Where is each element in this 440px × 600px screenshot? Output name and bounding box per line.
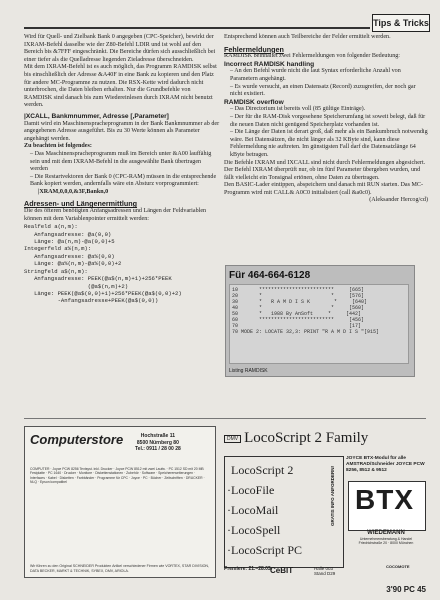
computerstore-address: Hochstraße 11 8500 Nürnberg 80 Tel.: 0911 / 28 00 28 (135, 433, 181, 452)
locoscript-ad (224, 426, 426, 576)
code-line: Länge: @a(n,m)-@a(0,0)+5 (24, 238, 115, 246)
note-1: – Das Maschinenspracheprogramm muß im Bereich unter &A00 lauffähig sein und mit dem IXRAM-Befehl in die ausgewählte Bank übertragen werden (30, 150, 212, 173)
info-sidebar: GRATIS INFO ANFORDERN! (330, 466, 335, 526)
section-title-adressen: Adressen- und Längenermittlung (24, 199, 138, 209)
ad-divider (24, 418, 426, 419)
page-number: 3'90 PC 45 (386, 585, 426, 594)
listing-screen: 10 ************************* [665] 20 * * [576] 30 * R A M D I S K * [640] 40 * * [560] 50 * 1988 By AnSoft * [442] 60 ************************* [456] 70 [17] 70 MODE 2: LOCATE 32,3: PRINT "R A M D I S "[915] (229, 284, 409, 364)
code-line: Stringfeld a$(n,m): (24, 267, 88, 275)
code-line: (@a$(n,m)+2) (24, 282, 129, 290)
premiere-date: Premiere: 21.–28.03. (224, 566, 273, 572)
product-5: ·LocoScript PC (227, 543, 302, 557)
section-title-fehler: Fehlermeldungen (224, 44, 284, 54)
syntax-heading: |XCALL, Bankmnummer, Adresse [,Parameter] (24, 112, 169, 120)
wiedemann-address: Unternehmensberatung & Handel Friedrichstraße 20 · 8000 München (358, 537, 414, 546)
code-line: Integerfeld a%(n,m): (24, 245, 92, 253)
section-label: Tips & Tricks (373, 18, 429, 28)
note-code: |XRAM,0,0,0,&3F,Bankn,0 (38, 188, 109, 195)
error2-heading: RAMDISK overflow (224, 98, 284, 106)
listing-box (225, 265, 415, 377)
cebit-logo: CeBIT (270, 566, 294, 575)
computerstore-product-list: COMPUTER · Joyce PCW 8256 Textsyst. inkl. Drucker · Joyce PCW 8512 mit zwei Laufw. · PC 1512 SD mit 20 MB Festplatte · PC 1640 · Drucker · Monitore · Diskettenstationen · Zubehör · Software · Speichererweiterungen · Interfaces · Kabel · Disketten · Farbbänder · Programme für CPC · Joyce · PC · Bücher · Zeitschriften · DRUCKER · NLQ · Epson kompatibel (30, 467, 205, 485)
code-line: Länge: PEEK(@a$(0,0)+1)+256*PEEK(@a$(0,0)+2) (24, 289, 182, 297)
product-1: LocoScript 2 (231, 463, 294, 477)
error2-item-1: – Das Directorium ist bereits voll (85 gültige Einträge). (230, 106, 366, 113)
left-intro-2: Mit dem IXRAM-Befehl ist es auch möglich, das Programm RAMDISK selbst bis einschließlich der Adresse &A40F in eine Bank zu kopieren und den Platz für andere MC-Programme zu nutzen. Die RSX-Kette wird dadurch nicht unterbrochen, die Daten bleiben erhalten. Nur die Grundbefehle von RAMDISK sind danach bis zum Wiedereinlesen durch IXRAM nicht benutzt werden. (24, 64, 217, 109)
section-body-adressen: Die des öfteren benötigten Anfangsadressen und Längen der Feldvariablen können mit dem Variablenpointer ermittelt werden: (24, 208, 207, 222)
code-line: -Anfangsadresse+PEEK(@a$(0,0)) (24, 297, 159, 305)
product-2: ·LocoFile (227, 483, 275, 497)
code-line: Realfeld a(n,m): (24, 223, 78, 231)
stand-info: Halle 003 Stand D29 (314, 566, 336, 576)
locoscript-brand: DMV LocoScript 2 Family (224, 430, 426, 447)
cocomote-logo: COCOMOTE (386, 564, 410, 569)
computerstore-logo: Computerstore (30, 432, 124, 447)
left-intro-1: Wird für Quell- und Zielbank Bank 0 angegeben (CPC-Speicher), bewirkt der IXRAM-Befehl dasselbe wie der Z80-Befehl LDIR und ist wohl auf den Bereich bis &7FFF eingeschränkt. Die Bereiche dürfen sich ausschließlich bei einer tiefer als die Quelladresse liegenden Zieladresse überschneiden. (24, 34, 216, 63)
code-line: Länge: @a%(n,m)-@a%(0,0)+2 (24, 260, 122, 268)
syntax-body: Damit wird ein Maschinenspracheprogramm in der Bank Bankmnummer ab der angegebenen Adresse ausgeführt. Bis zu 30 Werte können als Parameter angehängt werden. (24, 120, 220, 142)
right-column (224, 34, 428, 205)
note-2: – Die Restartvektoren der Bank 0 (CPC-RAM) müssen in die entsprechende Bank kopiert werden, andernfalls wäre ein Absturz vorprogrammiert: (30, 173, 217, 188)
btx-logo: BTX (348, 481, 426, 531)
section-header (372, 14, 430, 32)
author-credit: (Aleksander Hercog/cd) (369, 197, 428, 204)
dmv-tag: DMV (224, 435, 241, 443)
code-line: Anfangsadresse: @a%(0,0) (24, 252, 115, 260)
listing-title: Für 464-664-6128 (229, 270, 311, 281)
product-4: ·LocoSpell (227, 523, 281, 537)
computerstore-footnote: Wir führen zu den Original SCHNEIDER Produkten Artikel verschiedener Firmen wie VORTEX, STAR DIVISION, DATA BECKER, MARKT & TECHNIK, SYBEX, DMV, ARIOLA. (30, 564, 210, 573)
left-column (24, 34, 220, 305)
error1-item-2: – Es wurde versucht, an einen Datensatz (Record) zuzugreifen, der noch gar nicht existiert. (230, 83, 416, 98)
code-line: Anfangsadresse: @a(0,0) (24, 230, 112, 238)
right-intro: Entsprechend können auch Teilbereiche der Felder ermittelt werden. (224, 34, 391, 40)
closing-paragraph-2: Den BASIC-Lader eintippen, abspeichern und danach mit RUN starten. Das MC-Programm wird mit CALL& A0C0 initialisiert (call &a0c0). (224, 182, 424, 196)
code-listing (24, 223, 220, 304)
wiedemann-logo: WIEDEMANN (367, 530, 405, 536)
locoscript-products (224, 456, 344, 568)
computerstore-ad (24, 426, 216, 578)
header-rule (24, 27, 370, 29)
error1-heading: Incorrect RAMDISK handling (224, 60, 315, 68)
error2-item-3: – Die Länge der Daten ist derart groß, daß mehr als ein Bankumbruch notwendig wäre. Bei Datensätzen, die nicht länger als 32 KByte sind, kann diese Fehlermeldung nie auftreten. Im günstigsten Fall darf die Datensatzlänge 64 kByte betragen. (230, 129, 428, 158)
listing-caption: Listing RAMDISK (229, 368, 268, 374)
section-body-fehler: RAMDISK beinhaltet zwei Fehlermeldungen von folgender Bedeutung: (224, 53, 401, 60)
product-3: ·LocoMail (227, 503, 279, 517)
closing-paragraph: Die Befehle IXRAM und IXCALL sind nicht durch Fehlermeldungen abgesichert. Der Befehl IXRAM überprüft nur, ob im fünf Parameter übergeben wurden, und fällt vielleicht ein Tonsignal ertönen, ohne Daten zu übertragen. (224, 159, 426, 181)
error1-item-1: – An den Befehl wurde nicht die laut Syntax erforderliche Anzahl von Parametern angehängt. (230, 68, 401, 82)
error2-item-2: – Der für die RAM-Disk vorgesehene Speicherumfang ist soweit belegt, daß für die neuen Daten nicht genügend Speicherplatz vorhanden ist. (230, 113, 426, 128)
code-line: Anfangsadresse: PEEK(@a$(n,m)+1)+256*PEEK (24, 275, 172, 283)
note-heading: Zu beachten ist folgendes: (24, 143, 92, 150)
joyce-module-text: JOYCE BTX-Modul für alle AMSTRAD/Schneider JOYCE PCW 8256, 8512 & 9512 (346, 456, 425, 473)
